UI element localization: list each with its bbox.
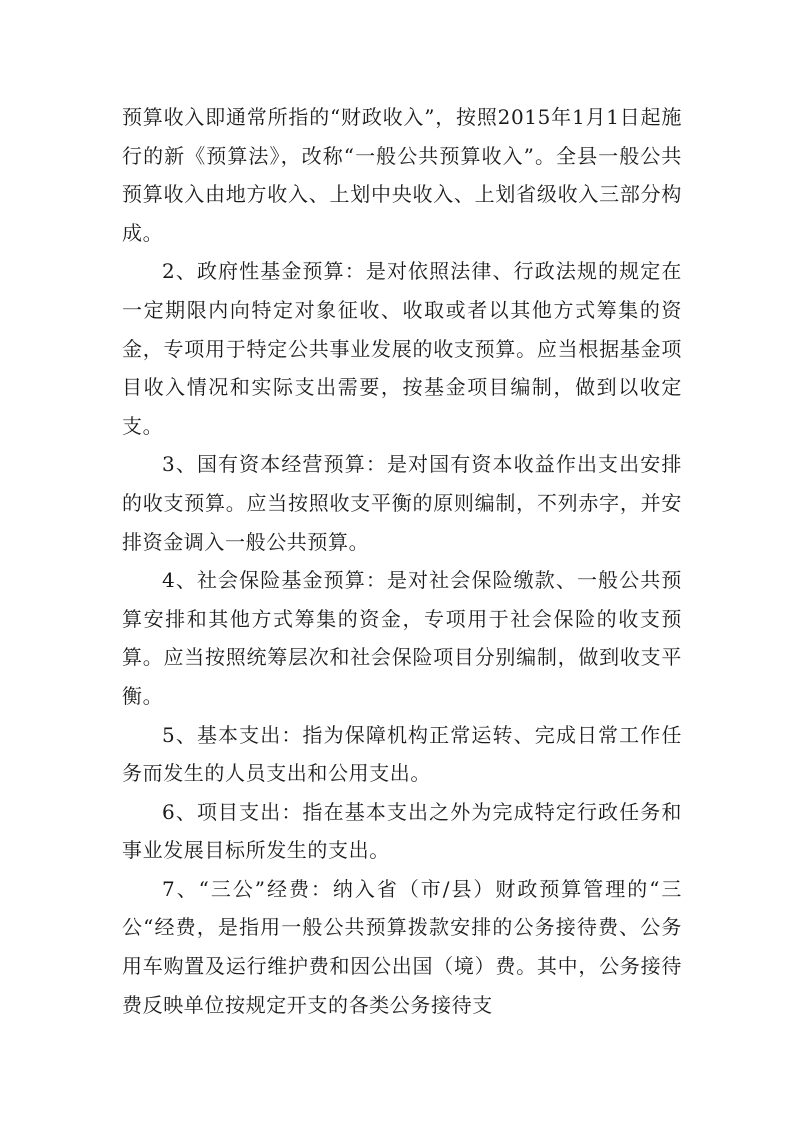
document-page: [122, 98, 682, 1024]
paragraph-three-public-expenses: 7、“三公”经费：纳入省（市/县）财政预算管理的“三公“经费，是指用一般公共预算拨款安排的公务接待费、公务用车购置及运行维护费和因公出国（境）费。其中，公务接待费反映单位按规定开支的各类公务接待支: [122, 876, 682, 1017]
paragraph-government-fund-budget: 2、政府性基金预算：是对依照法律、行政法规的规定在一定期限内向特定对象征收、收取或者以其他方式筹集的资金，专项用于特定公共事业发展的收支预算。应当根据基金项目收入情况和实际支出需要，按基金项目编制，做到以收定支。: [122, 259, 682, 438]
paragraph-basic-expenditure: 5、基本支出：指为保障机构正常运转、完成日常工作任务而发生的人员支出和公用支出。: [122, 722, 682, 786]
paragraph-project-expenditure: 6、项目支出：指在基本支出之外为完成特定行政任务和事业发展目标所发生的支出。: [122, 799, 682, 863]
paragraph-state-capital-budget: 3、国有资本经营预算：是对国有资本收益作出支出安排的收支预算。应当按照收支平衡的原则编制，不列赤字，并安排资金调入一般公共预算。: [122, 452, 682, 554]
paragraph-social-insurance-budget: 4、社会保险基金预算：是对社会保险缴款、一般公共预算安排和其他方式筹集的资金，专项用于社会保险的收支预算。应当按照统筹层次和社会保险项目分别编制，做到收支平衡。: [122, 568, 682, 708]
paragraph-budget-revenue: 预算收入即通常所指的“财政收入”，按照2015年1月1日起施行的新《预算法》，改称“一般公共预算收入”。全县一般公共预算收入由地方收入、上划中央收入、上划省级收入三部分构成。: [122, 105, 682, 245]
